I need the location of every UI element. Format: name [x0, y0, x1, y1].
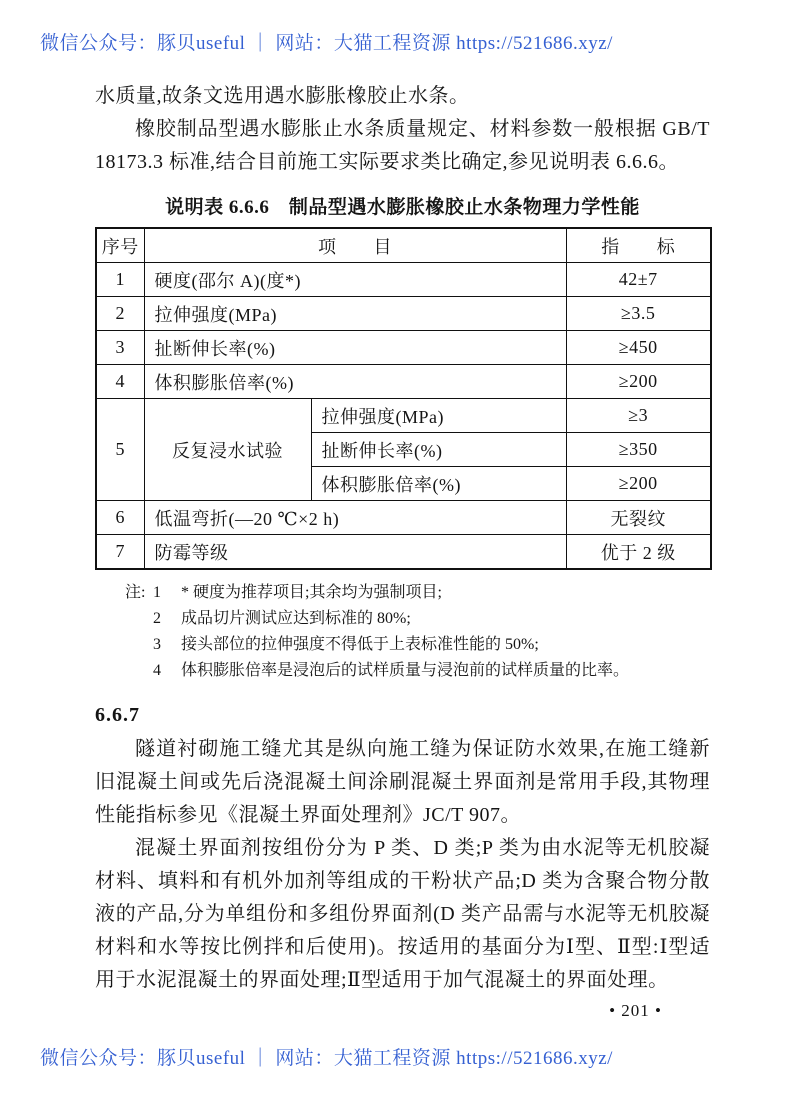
note-num: 1: [153, 584, 161, 601]
page-content: [95, 80, 710, 1021]
cell-item: 体积膨胀倍率(%): [144, 365, 566, 399]
cell-value: ≥3.5: [566, 297, 711, 331]
table-row: [96, 535, 711, 570]
cell-value: ≥350: [566, 433, 711, 467]
watermark-footer: 微信公众号：豚贝useful ｜ 网站：大猫工程资源 https://521686.xyz/: [40, 1048, 613, 1069]
cell-subitem: 体积膨胀倍率(%): [311, 467, 566, 501]
table-row: [96, 501, 711, 535]
cell-num: 2: [96, 297, 144, 331]
note-num: 2: [153, 610, 161, 627]
note-text: 体积膨胀倍率是浸泡后的试样质量与浸泡前的试样质量的比率。: [181, 662, 630, 679]
cell-value: ≥200: [566, 365, 711, 399]
note-item: [125, 658, 710, 684]
paragraph-intro-2: 橡胶制品型遇水膨胀止水条质量规定、材料参数一般根据 GB/T 18173.3 标准,结合目前施工实际要求类比确定,参见说明表 6.6.6。: [95, 118, 710, 173]
section-heading: 6.6.7: [95, 704, 140, 726]
cell-item: 扯断伸长率(%): [144, 331, 566, 365]
table-row: [96, 263, 711, 297]
spec-table-6-6-6: [95, 227, 712, 570]
cell-num: 5: [96, 399, 144, 501]
cell-value: 42±7: [566, 263, 711, 297]
table-row: [96, 399, 711, 433]
header-cell-num: 序号: [96, 228, 144, 263]
section-body: [95, 733, 710, 997]
note-num: 3: [153, 636, 161, 653]
table-header-row: [96, 228, 711, 263]
note-text: * 硬度为推荐项目;其余均为强制项目;: [181, 584, 442, 601]
cell-value: 无裂纹: [566, 501, 711, 535]
note-label: [125, 632, 153, 658]
paragraph-intro-1: 水质量,故条文选用遇水膨胀橡胶止水条。: [95, 85, 470, 107]
note-label: [125, 658, 153, 684]
cell-value: ≥3: [566, 399, 711, 433]
note-item: [125, 606, 710, 632]
note-label: 注:: [125, 584, 146, 601]
cell-value: 优于 2 级: [566, 535, 711, 570]
cell-item: 硬度(邵尔 A)(度*): [144, 263, 566, 297]
paragraph-section-1: 隧道衬砌施工缝尤其是纵向施工缝为保证防水效果,在施工缝新旧混凝土间或先后浇混凝土间涂刷混凝土界面剂是常用手段,其物理性能指标参见《混凝土界面处理剂》JC/T 907。: [95, 738, 710, 826]
note-label: [125, 606, 153, 632]
table-title: 说明表 6.6.6 制品型遇水膨胀橡胶止水条物理力学性能: [165, 197, 640, 218]
header-cell-item: 项 目: [144, 228, 566, 263]
cell-item-group: 反复浸水试验: [144, 399, 311, 501]
cell-value: ≥450: [566, 331, 711, 365]
note-item: [125, 632, 710, 658]
cell-num: 7: [96, 535, 144, 570]
cell-num: 6: [96, 501, 144, 535]
cell-subitem: 扯断伸长率(%): [311, 433, 566, 467]
cell-item: 低温弯折(—20 ℃×2 h): [144, 501, 566, 535]
cell-num: 1: [96, 263, 144, 297]
table-row: [96, 331, 711, 365]
note-item: [125, 580, 710, 606]
table-notes: [125, 580, 710, 684]
paragraph-section-2: 混凝土界面剂按组份分为 P 类、D 类;P 类为由水泥等无机胶凝材料、填料和有机外加剂等组成的干粉状产品;D 类为含聚合物分散液的产品,分为单组份和多组份界面剂(D 类产品需与水泥等无机胶凝材料和水等按比例拌和后使用)。按适用的基面分为Ⅰ型、Ⅱ型:Ⅰ型适用于水泥混凝土的界面处理;Ⅱ型适用于加气混凝土的界面处理。: [95, 837, 710, 991]
note-text: 接头部位的拉伸强度不得低于上表标准性能的 50%;: [181, 636, 539, 653]
cell-item: 防霉等级: [144, 535, 566, 570]
cell-num: 3: [96, 331, 144, 365]
cell-num: 4: [96, 365, 144, 399]
cell-subitem: 拉伸强度(MPa): [311, 399, 566, 433]
cell-value: ≥200: [566, 467, 711, 501]
table-row: [96, 365, 711, 399]
note-num: 4: [153, 662, 161, 679]
cell-item: 拉伸强度(MPa): [144, 297, 566, 331]
note-text: 成品切片测试应达到标准的 80%;: [181, 610, 411, 627]
page-number: • 201 •: [609, 1001, 662, 1020]
watermark-header: 微信公众号：豚贝useful ｜ 网站：大猫工程资源 https://521686.xyz/: [40, 33, 613, 54]
header-cell-value: 指 标: [566, 228, 711, 263]
table-row: [96, 297, 711, 331]
